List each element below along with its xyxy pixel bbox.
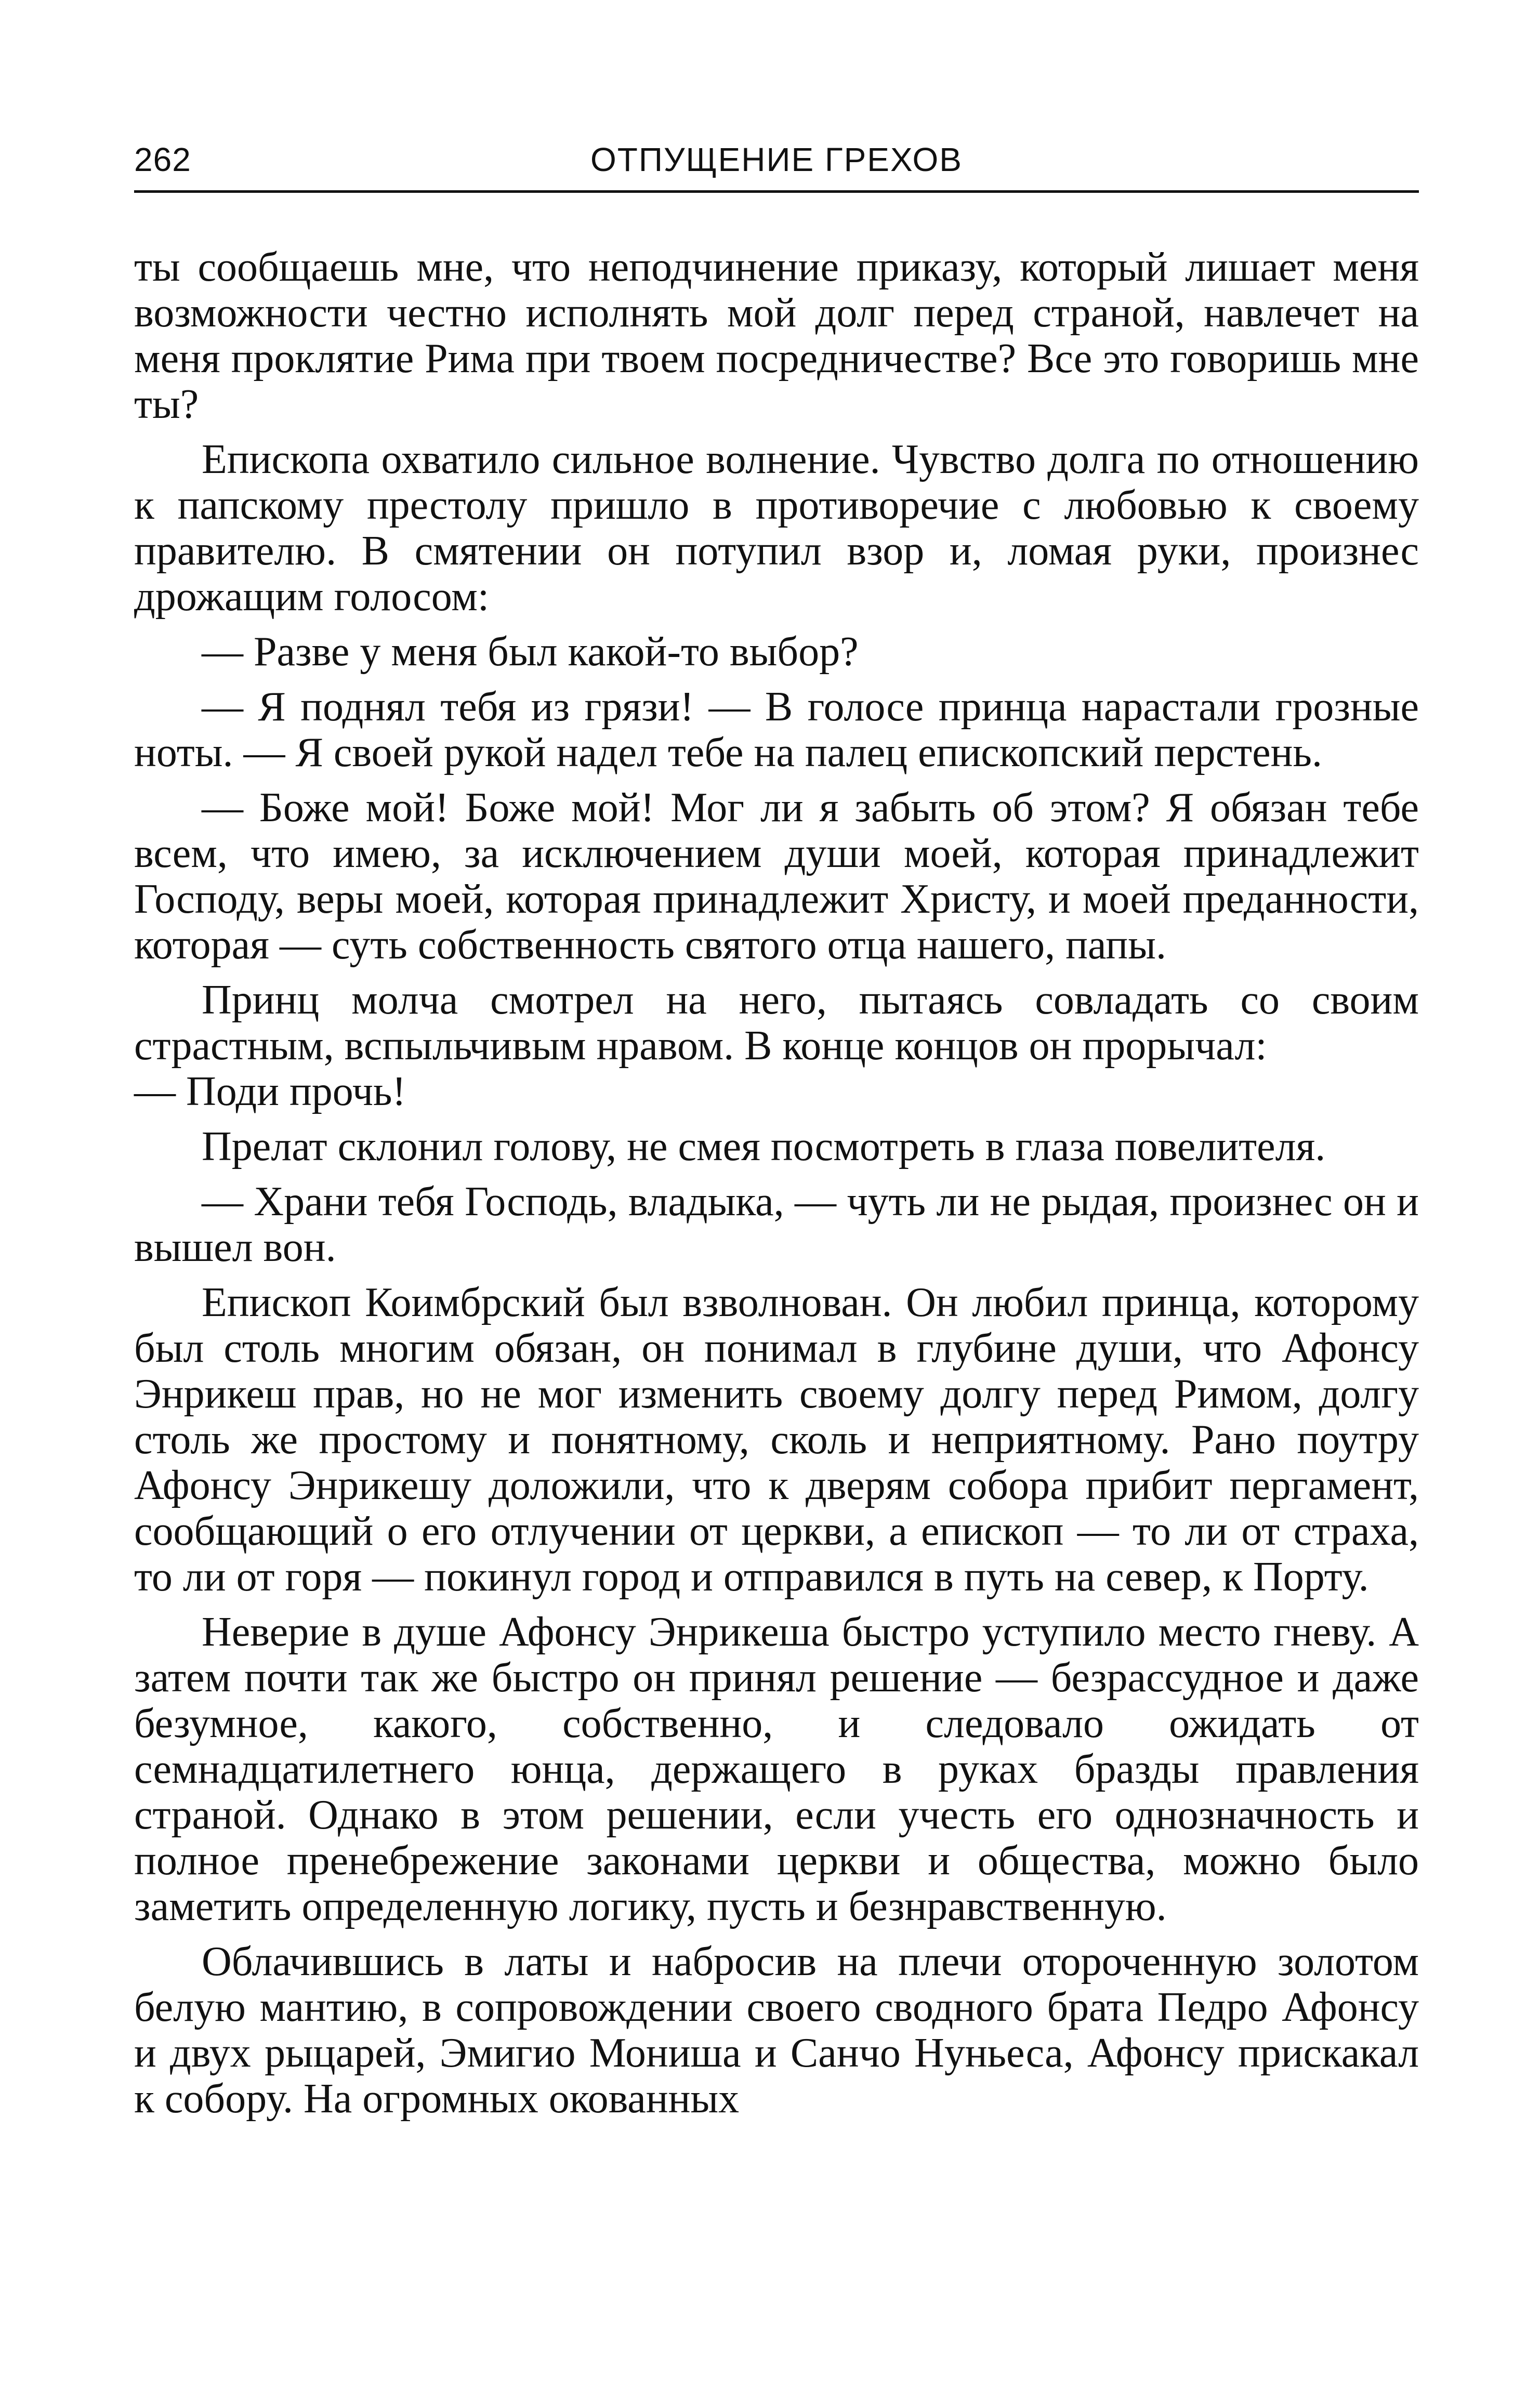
paragraph: Епископа охватило сильное волнение. Чувство долга по отношению к папскому престолу пришло в противоречие с любовью к своему правителю. В смятении он потупил взор и, ломая руки, произнес дрожащим голосом: (134, 437, 1419, 620)
running-head (134, 136, 1419, 193)
page-number: 262 (134, 141, 191, 178)
paragraph-continuation: ты сообщаешь мне, что неподчинение приказу, который лишает меня возможности честно исполнять мой долг перед страной, навлечет на меня проклятие Рима при твоем посредничестве? Все это говоришь мне ты? (134, 244, 1419, 427)
running-title: ОТПУЩЕНИЕ ГРЕХОВ (590, 141, 963, 178)
paragraph: Прелат склонил голову, не смея посмотреть в глаза повелителя. (202, 1124, 1326, 1169)
dialogue-line: — Я поднял тебя из грязи! — В голосе принца нарастали грозные ноты. — Я своей рукой надел тебе на палец епископский перстень. (134, 684, 1419, 775)
header-rule (134, 190, 1419, 193)
dialogue-line: — Храни тебя Господь, владыка, — чуть ли не рыдая, произнес он и вышел вон. (134, 1179, 1419, 1270)
dialogue-line: — Боже мой! Боже мой! Мог ли я забыть об этом? Я обязан тебе всем, что имею, за исключением души моей, которая принадлежит Господу, веры моей, которая принадлежит Христу, и моей преданности, которая — суть собственность святого отца нашего, папы. (134, 785, 1419, 968)
paragraph: Епископ Коимбрский был взволнован. Он любил принца, которому был столь многим обязан, он понимал в глубине души, что Афонсу Энрикеш прав, но не мог изменить своему долгу перед Римом, долгу столь же простому и понятному, сколь и неприятному. Рано поутру Афонсу Энрикешу доложили, что к дверям собора прибит пергамент, сообщающий о его отлучении от церкви, а епископ — то ли от страха, то ли от горя — покинул город и отправился в путь на север, к Порту. (134, 1280, 1419, 1600)
body-text (134, 244, 1419, 2122)
dialogue-line: — Разве у меня был какой-то выбор? (202, 629, 859, 675)
paragraph: Принц молча смотрел на него, пытаясь совладать со своим страстным, вспыльчивым нравом. В конце концов он прорычал: (134, 977, 1419, 1069)
paragraph: Неверие в душе Афонсу Энрикеша быстро уступило место гневу. А затем почти так же быстро он принял решение — безрассудное и даже безумное, какого, собственно, и следовало ожидать от семнадцатилетнего юнца, держащего в руках бразды правления страной. Однако в этом решении, если учесть его однозначность и полное пренебрежение законами церкви и общества, можно было заметить определенную логику, пусть и безнравственную. (134, 1609, 1419, 1929)
dialogue-line: — Поди прочь! (134, 1069, 406, 1114)
paragraph: Облачившись в латы и набросив на плечи отороченную золотом белую мантию, в сопровождении своего сводного брата Педро Афонсу и двух рыцарей, Эмигио Мониша и Санчо Нуньеса, Афонсу прискакал к собору. На огромных окованных (134, 1939, 1419, 2122)
